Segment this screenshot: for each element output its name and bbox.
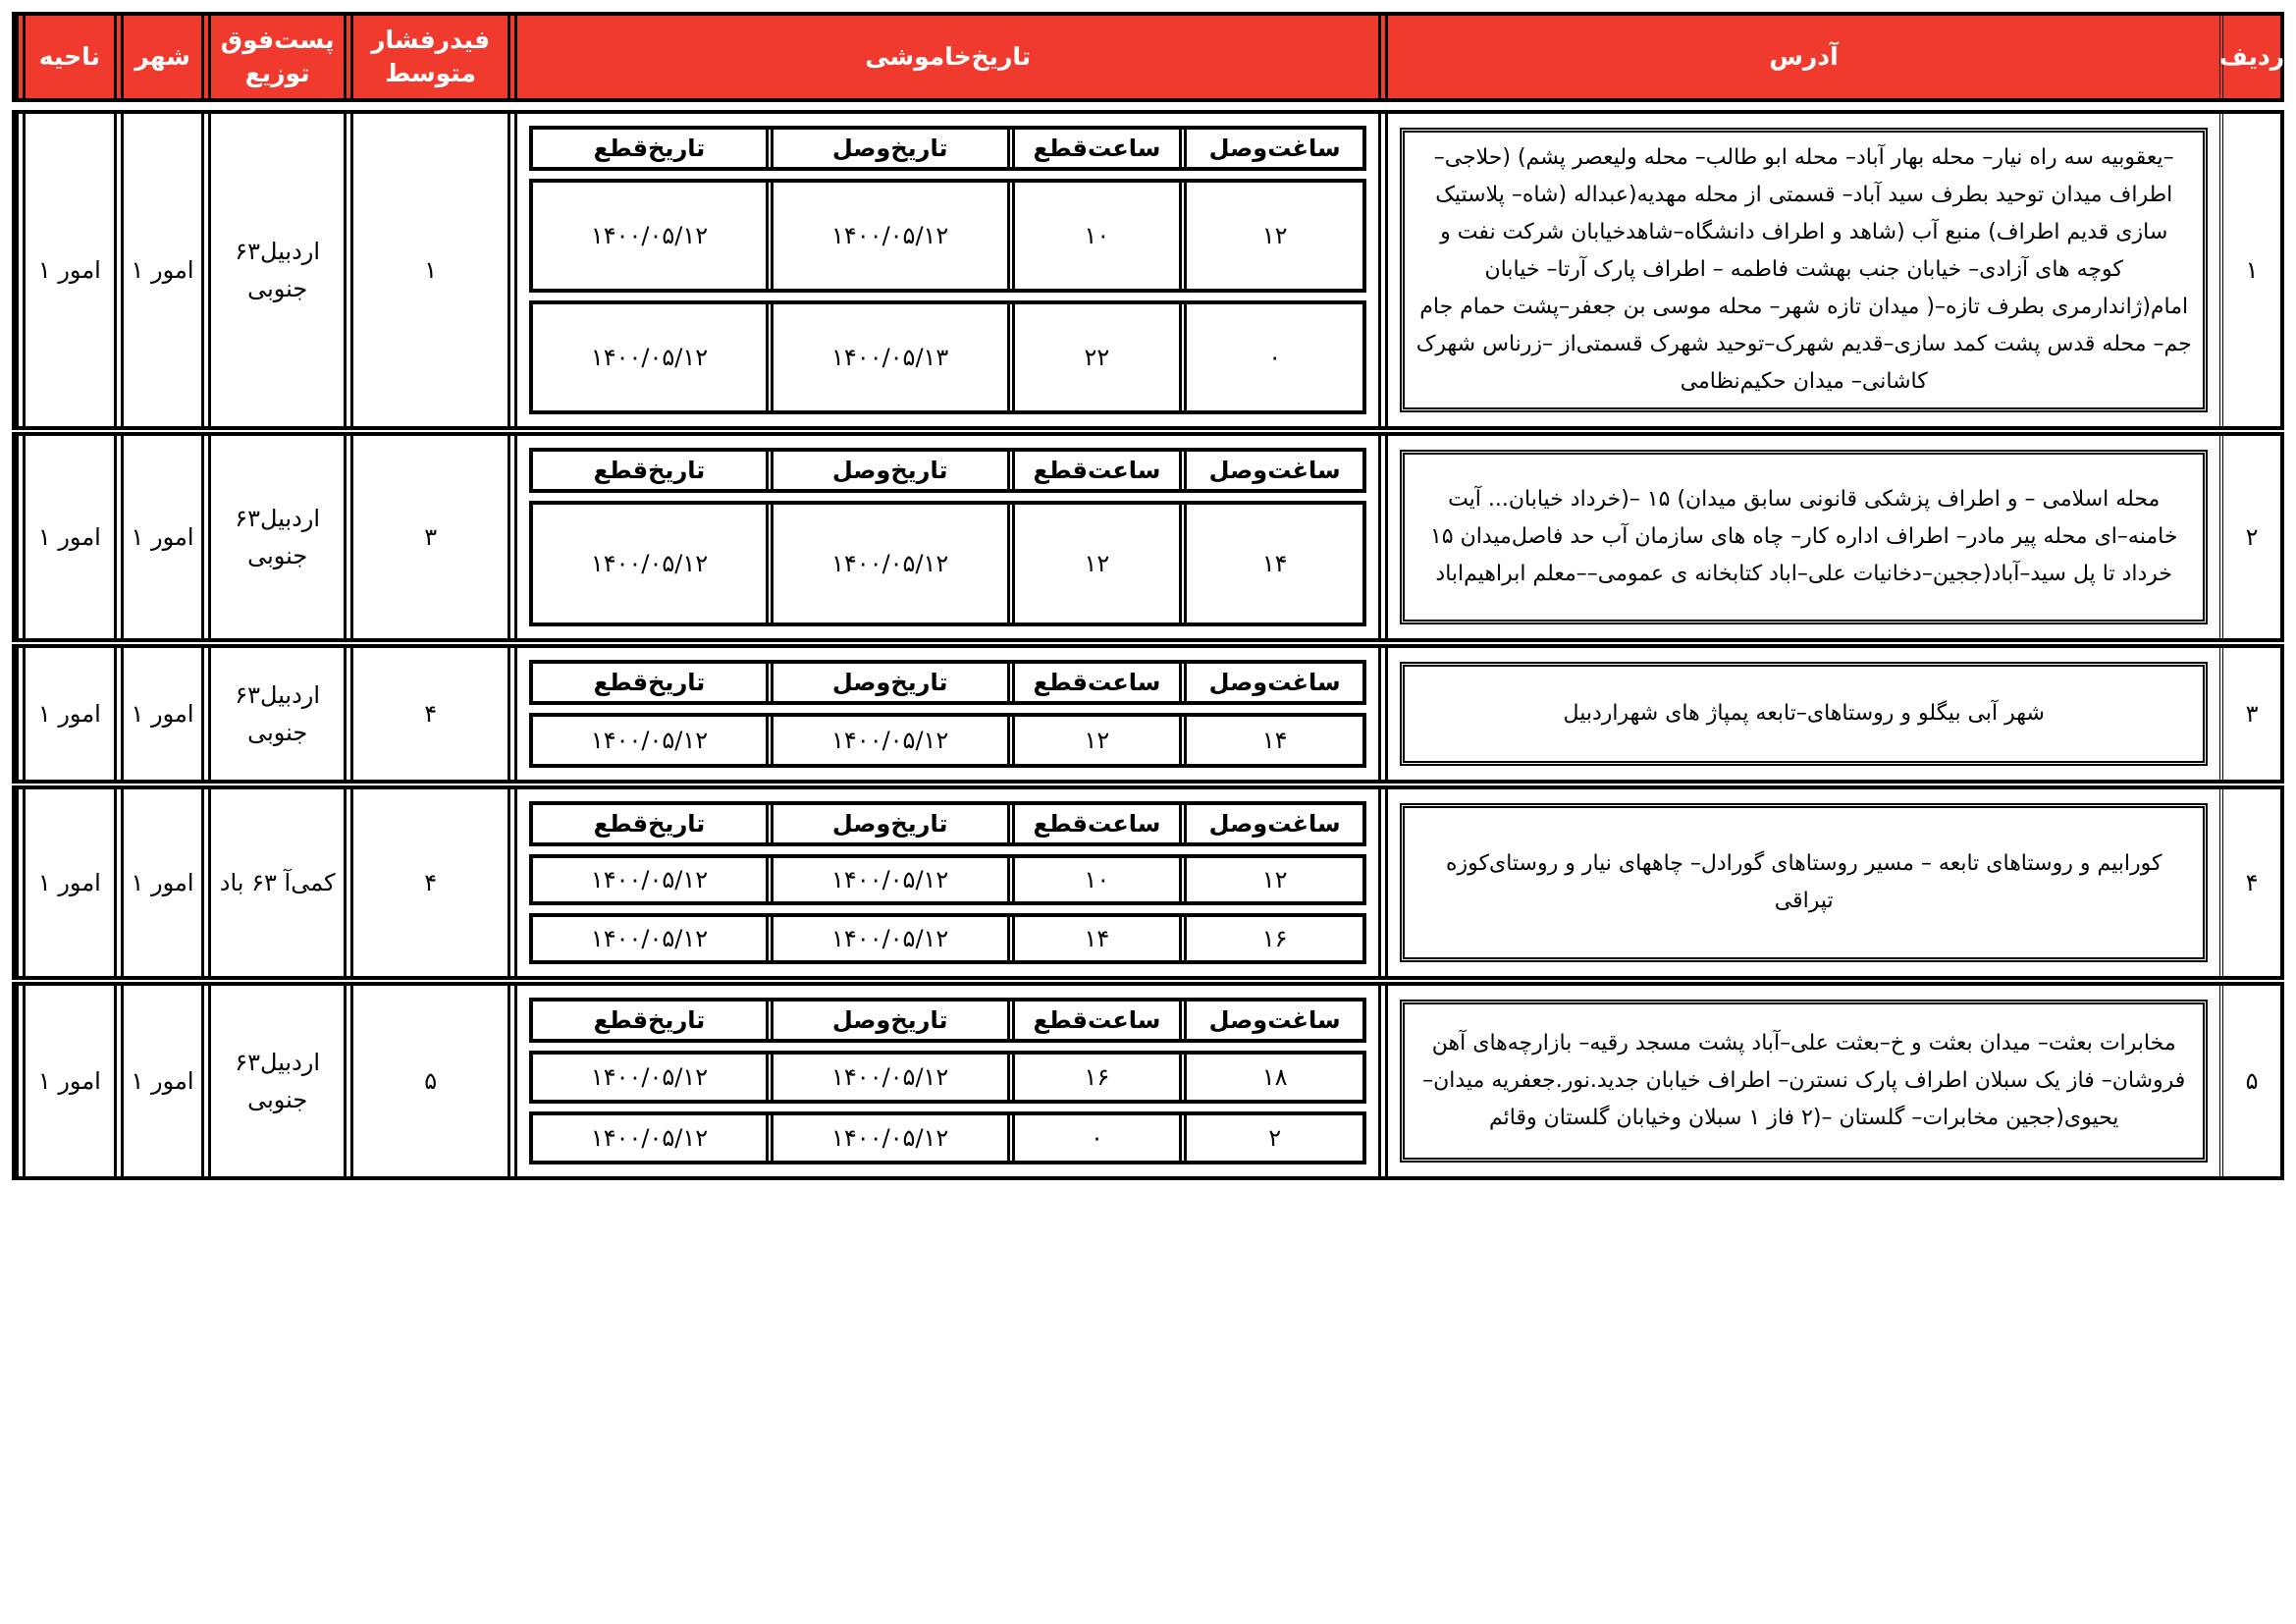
- cut-hour: ۱۲: [1007, 505, 1179, 623]
- outage-table: [12, 12, 2284, 1170]
- region-name: امور ۱: [16, 114, 114, 426]
- outage-subheader: [529, 660, 1366, 705]
- address-text: مخابرات بعثت– میدان بعثت و خ–بعثت علی–آباد پشت مسجد رقیه– بازارچه‌های آهن فروشان– فاز یک سبلان اطراف پارک نسترن– اطراف خیابان جدید.نور.جعفریه میدان–یحیوی(ججین مخابرات– گلستان –(۲ فاز ۱ سبلان وخیابان گلستان وقائم: [1400, 1000, 2208, 1163]
- cut-hour: ۱۶: [1007, 1055, 1179, 1100]
- outage-row: [529, 713, 1366, 768]
- subheader-cut-hour: ساعت‌قطع: [1007, 130, 1179, 167]
- subheader-connect-date: تاریخ‌وصل: [766, 452, 1007, 489]
- feeder-number: ۴: [344, 648, 507, 780]
- city-name: امور ۱: [114, 114, 202, 426]
- connect-hour: ۱۴: [1179, 505, 1362, 623]
- subheader-connect-hour: ساغت‌وصل: [1179, 805, 1362, 842]
- post-name: اردبیل۶۳ جنوبی: [201, 114, 344, 426]
- outage-row: [529, 501, 1366, 626]
- cut-hour: ۲۲: [1007, 304, 1179, 410]
- outage-subtable: [529, 801, 1366, 964]
- subheader-cut-hour: ساعت‌قطع: [1007, 805, 1179, 842]
- row-number: ۳: [2219, 648, 2280, 780]
- post-name: کمی‌آ ۶۳ باد: [201, 789, 344, 976]
- connect-date: ۱۴۰۰/۰۵/۱۳: [766, 304, 1007, 410]
- cut-hour: ۱۲: [1007, 717, 1179, 764]
- row-number: ۵: [2219, 986, 2280, 1176]
- cut-date: ۱۴۰۰/۰۵/۱۲: [590, 222, 709, 249]
- connect-date: ۱۴۰۰/۰۵/۱۲: [766, 917, 1007, 960]
- city-name: امور ۱: [114, 986, 202, 1176]
- cut-date: ۱۴۰۰/۰۵/۱۲: [590, 925, 709, 952]
- connect-date: ۱۴۰۰/۰۵/۱۲: [766, 717, 1007, 764]
- subheader-cut-date: تاریخ‌قطع: [593, 810, 706, 838]
- subheader-cut-date: تاریخ‌قطع: [593, 135, 706, 162]
- header-date: تاریخ‌خاموشی: [507, 16, 1378, 98]
- city-name: امور ۱: [114, 789, 202, 976]
- connect-hour: ۲: [1179, 1115, 1362, 1161]
- feeder-number: ۵: [344, 986, 507, 1176]
- subheader-cut-date: تاریخ‌قطع: [593, 669, 706, 696]
- subheader-connect-hour: ساغت‌وصل: [1179, 664, 1362, 701]
- outage-row: [529, 300, 1366, 414]
- subheader-cut-date: تاریخ‌قطع: [593, 457, 706, 484]
- city-name: امور ۱: [114, 436, 202, 638]
- connect-date: ۱۴۰۰/۰۵/۱۲: [766, 183, 1007, 289]
- address-cell: [1378, 986, 2219, 1176]
- connect-date: ۱۴۰۰/۰۵/۱۲: [766, 1055, 1007, 1100]
- outage-row: [529, 1051, 1366, 1104]
- post-name: اردبیل۶۳ جنوبی: [201, 986, 344, 1176]
- outage-row: [529, 1111, 1366, 1164]
- subheader-connect-date: تاریخ‌وصل: [766, 1001, 1007, 1039]
- outage-subtable: [529, 660, 1366, 768]
- address-text: –یعقوبیه سه راه نیار– محله بهار آباد– محله ابو طالب– محله ولیعصر پشم) (حلاجی– اطراف میدان توحید بطرف سید آباد– قسمتی از محله مهدیه(عبداله (شاه– پلاستیک سازی قدیم اطراف) منبع آب (شاهد و اطراف دانشگاه–شاهدخیابان شرکت نفت و کوچه های آزادی– خیابان جنب بهشت فاطمه – اطراف پارک آرتا– خیابان امام(ژاندارمری بطرف تازه–( میدان تازه شهر– محله موسی بن جعفر–پشت حمام جام جم– محله قدس پشت کمد سازی–قدیم شهرک–توحید شهرک قسمتی‌از –زرناس شهرک کاشانی– میدان حکیم‌نظامی: [1400, 128, 2208, 412]
- row-number: ۱: [2219, 114, 2280, 426]
- feeder-number: ۳: [344, 436, 507, 638]
- cut-date: ۱۴۰۰/۰۵/۱۲: [590, 550, 709, 577]
- subheader-connect-hour: ساغت‌وصل: [1179, 1001, 1362, 1039]
- subheader-cut-hour: ساعت‌قطع: [1007, 452, 1179, 489]
- connect-hour: ۱۶: [1179, 917, 1362, 960]
- subheader-connect-hour: ساغت‌وصل: [1179, 130, 1362, 167]
- subheader-connect-hour: ساغت‌وصل: [1179, 452, 1362, 489]
- subheader-cut-hour: ساعت‌قطع: [1007, 1001, 1179, 1039]
- city-name: امور ۱: [114, 648, 202, 780]
- outage-date-cell: [507, 114, 1378, 426]
- region-name: امور ۱: [16, 436, 114, 638]
- table-row: [12, 110, 2284, 430]
- address-text: کورابیم و روستاهای تابعه – مسیر روستاهای گورادل– چاههای نیار و روستای‌کوزه تپراقی: [1400, 803, 2208, 962]
- subheader-cut-hour: ساعت‌قطع: [1007, 664, 1179, 701]
- connect-date: ۱۴۰۰/۰۵/۱۲: [766, 858, 1007, 901]
- cut-hour: ۱۴: [1007, 917, 1179, 960]
- connect-date: ۱۴۰۰/۰۵/۱۲: [766, 505, 1007, 623]
- table-row: [12, 785, 2284, 980]
- outage-date-cell: [507, 436, 1378, 638]
- outage-date-cell: [507, 648, 1378, 780]
- subheader-connect-date: تاریخ‌وصل: [766, 664, 1007, 701]
- outage-subheader: [529, 998, 1366, 1043]
- connect-hour: ۰: [1179, 304, 1362, 410]
- feeder-number: ۴: [344, 789, 507, 976]
- header-radif: ردیف: [2219, 16, 2280, 98]
- cut-date: ۱۴۰۰/۰۵/۱۲: [590, 344, 709, 371]
- row-number: ۴: [2219, 789, 2280, 976]
- cut-date: ۱۴۰۰/۰۵/۱۲: [590, 727, 709, 754]
- cut-hour: ۱۰: [1007, 858, 1179, 901]
- address-cell: [1378, 436, 2219, 638]
- address-cell: [1378, 114, 2219, 426]
- outage-subtable: [529, 998, 1366, 1164]
- header-feeder: فیدرفشار متوسط: [344, 16, 507, 98]
- feeder-number: ۱: [344, 114, 507, 426]
- connect-hour: ۱۴: [1179, 717, 1362, 764]
- address-cell: [1378, 789, 2219, 976]
- address-text: شهر آبی بیگلو و روستاهای–تابعه پمپاژ های شهراردبیل: [1400, 662, 2208, 766]
- subheader-connect-date: تاریخ‌وصل: [766, 130, 1007, 167]
- outage-subtable: [529, 448, 1366, 626]
- post-name: اردبیل۶۳ جنوبی: [201, 648, 344, 780]
- outage-row: [529, 179, 1366, 293]
- header-city: شهر: [114, 16, 202, 98]
- cut-date: ۱۴۰۰/۰۵/۱۲: [590, 1063, 709, 1091]
- address-cell: [1378, 648, 2219, 780]
- connect-hour: ۱۲: [1179, 858, 1362, 901]
- outage-subheader: [529, 801, 1366, 846]
- connect-hour: ۱۸: [1179, 1055, 1362, 1100]
- outage-subtable: [529, 126, 1366, 414]
- cut-date: ۱۴۰۰/۰۵/۱۲: [590, 1124, 709, 1152]
- post-name: اردبیل۶۳ جنوبی: [201, 436, 344, 638]
- outage-date-cell: [507, 986, 1378, 1176]
- region-name: امور ۱: [16, 648, 114, 780]
- outage-row: [529, 854, 1366, 905]
- cut-hour: ۱۰: [1007, 183, 1179, 289]
- subheader-cut-date: تاریخ‌قطع: [593, 1006, 706, 1034]
- cut-hour: ۰: [1007, 1115, 1179, 1161]
- outage-row: [529, 913, 1366, 964]
- row-number: ۲: [2219, 436, 2280, 638]
- table-row: [12, 982, 2284, 1180]
- connect-date: ۱۴۰۰/۰۵/۱۲: [766, 1115, 1007, 1161]
- outage-date-cell: [507, 789, 1378, 976]
- region-name: امور ۱: [16, 789, 114, 976]
- connect-hour: ۱۲: [1179, 183, 1362, 289]
- outage-subheader: [529, 126, 1366, 171]
- header-address: آدرس: [1378, 16, 2219, 98]
- header-region: ناحیه: [16, 16, 114, 98]
- table-row: [12, 432, 2284, 642]
- header-post: پست‌فوق توزیع: [201, 16, 344, 98]
- outage-subheader: [529, 448, 1366, 493]
- region-name: امور ۱: [16, 986, 114, 1176]
- cut-date: ۱۴۰۰/۰۵/۱۲: [590, 866, 709, 893]
- table-row: [12, 644, 2284, 784]
- header-row: [12, 12, 2284, 102]
- subheader-connect-date: تاریخ‌وصل: [766, 805, 1007, 842]
- address-text: محله اسلامی – و اطراف پزشکی قانونی سابق میدان) ۱۵ –(خرداد خیابان... آیت خامنه–ای محله پیر مادر– اطراف اداره کار– چاه های سازمان آب حد فاصل‌میدان ۱۵ خرداد تا پل سید–آباد(ججین–دخانیات علی–اباد کتابخانه ی عمومی––معلم ابراهیم‌اباد: [1400, 450, 2208, 624]
